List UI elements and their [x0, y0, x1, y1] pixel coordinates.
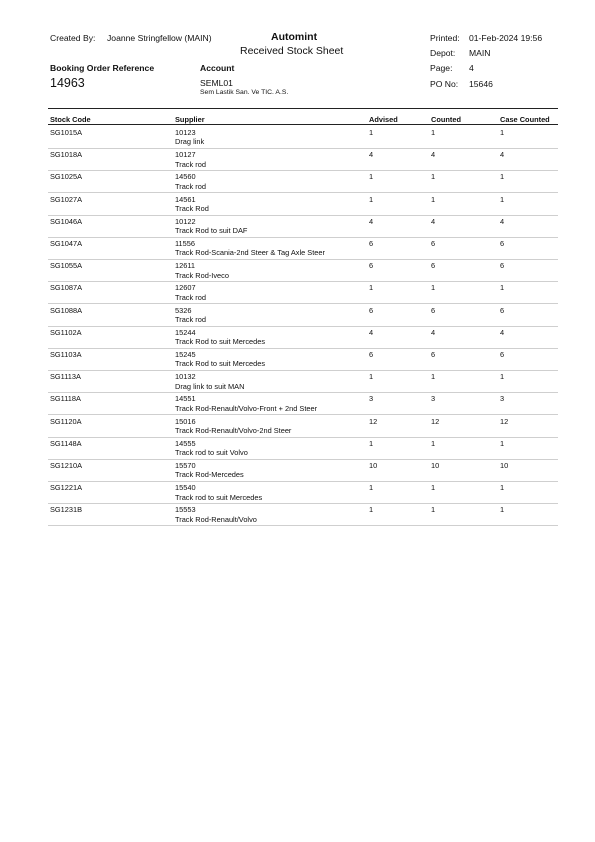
- account-label: Account: [200, 63, 235, 73]
- page-value: 4: [469, 63, 474, 73]
- booking-ref-value: 14963: [50, 76, 85, 90]
- col-advised: Advised: [369, 115, 398, 124]
- counted-cell: 1: [431, 505, 436, 515]
- row-divider: [48, 148, 558, 149]
- description-cell: Track Rod-Mercedes: [175, 470, 244, 480]
- sheet-title: Received Stock Sheet: [240, 45, 344, 57]
- supplier-code-cell: 12611: [175, 261, 196, 271]
- depot-label: Depot:: [430, 48, 456, 58]
- supplier-code-cell: 15570: [175, 461, 196, 470]
- stock-code-cell: SG1046A: [50, 216, 83, 226]
- po-label: PO No:: [430, 79, 459, 89]
- row-divider: [48, 481, 558, 482]
- case-counted-cell: 6: [500, 239, 505, 248]
- description-cell: Drag link to suit MAN: [175, 381, 245, 391]
- stock-code-cell: SG1113A: [50, 372, 81, 382]
- description-cell: Drag link: [175, 137, 205, 147]
- description-cell: Track Rod-Renault/Volvo: [175, 514, 257, 524]
- advised-cell: 1: [369, 172, 374, 182]
- row-divider: [48, 259, 558, 260]
- counted-cell: 10: [431, 461, 440, 470]
- stock-code-cell: SG1120A: [50, 416, 82, 426]
- counted-cell: 1: [431, 372, 436, 382]
- table-row: [0, 461, 595, 483]
- description-cell: Track Rod: [175, 203, 209, 213]
- col-stock-code: Stock Code: [50, 115, 91, 124]
- case-counted-cell: 4: [500, 327, 505, 337]
- advised-cell: 1: [369, 438, 374, 448]
- case-counted-cell: 1: [500, 283, 505, 293]
- stock-code-cell: SG1087A: [50, 283, 83, 293]
- created-by-label: Created By:: [50, 33, 96, 43]
- supplier-code-cell: 14555: [175, 438, 196, 448]
- table-row: [0, 195, 595, 217]
- table-row: [0, 172, 595, 194]
- table-row: [0, 328, 595, 350]
- supplier-code-cell: 15540: [175, 483, 196, 493]
- case-counted-cell: 1: [500, 172, 505, 182]
- row-divider: [48, 303, 558, 304]
- counted-cell: 12: [431, 416, 440, 426]
- description-cell: Track Rod to suit Mercedes: [175, 359, 266, 369]
- printed-label: Printed:: [430, 33, 460, 43]
- created-by-value: Joanne Stringfellow (MAIN): [107, 33, 212, 43]
- case-counted-cell: 4: [500, 216, 505, 226]
- stock-code-cell: SG1221A: [50, 483, 83, 493]
- table-row: [0, 417, 595, 439]
- row-divider: [48, 215, 558, 216]
- counted-cell: 1: [431, 194, 436, 204]
- supplier-code-cell: 14560: [175, 172, 196, 182]
- description-cell: Track rod: [175, 292, 206, 302]
- table-row: [0, 261, 595, 283]
- case-counted-cell: 1: [500, 505, 505, 515]
- case-counted-cell: 3: [500, 394, 505, 404]
- supplier-code-cell: 15244: [175, 327, 196, 337]
- row-divider: [48, 392, 558, 393]
- page-label: Page:: [430, 63, 453, 73]
- supplier-code-cell: 14551: [175, 394, 196, 404]
- col-case-counted: Case Counted: [500, 115, 550, 124]
- supplier-code-cell: 10127: [175, 150, 196, 160]
- counted-cell: 1: [431, 438, 436, 448]
- row-divider: [48, 281, 558, 282]
- advised-cell: 4: [369, 150, 374, 160]
- advised-cell: 4: [369, 327, 374, 337]
- stock-code-cell: SG1015A: [50, 128, 83, 137]
- stock-code-cell: SG1103A: [50, 350, 82, 359]
- description-cell: Track Rod to suit DAF: [175, 226, 248, 236]
- advised-cell: 1: [369, 483, 374, 493]
- supplier-code-cell: 15245: [175, 350, 196, 359]
- table-row: [0, 239, 595, 261]
- row-divider: [48, 170, 558, 171]
- counted-cell: 4: [431, 327, 436, 337]
- description-cell: Track rod to suit Volvo: [175, 448, 248, 458]
- counted-cell: 1: [431, 283, 436, 293]
- advised-cell: 1: [369, 128, 374, 137]
- supplier-code-cell: 15553: [175, 505, 196, 515]
- stock-code-cell: SG1088A: [50, 305, 83, 315]
- po-value: 15646: [469, 79, 493, 89]
- account-name: Sem Lastik San. Ve TIC. A.S.: [200, 89, 289, 96]
- table-row: [0, 483, 595, 505]
- table-header-divider: [48, 124, 558, 125]
- case-counted-cell: 6: [500, 261, 505, 271]
- supplier-code-cell: 15016: [175, 416, 196, 426]
- advised-cell: 6: [369, 261, 374, 271]
- stock-code-cell: SG1025A: [50, 172, 83, 182]
- stock-code-cell: SG1118A: [50, 394, 81, 404]
- row-divider: [48, 414, 558, 415]
- case-counted-cell: 10: [500, 461, 509, 470]
- supplier-code-cell: 10132: [175, 372, 196, 382]
- depot-value: MAIN: [469, 48, 491, 58]
- advised-cell: 4: [369, 216, 374, 226]
- case-counted-cell: 1: [500, 438, 505, 448]
- stock-code-cell: SG1102A: [50, 327, 82, 337]
- advised-cell: 1: [369, 194, 374, 204]
- row-divider: [48, 437, 558, 438]
- row-divider: [48, 370, 558, 371]
- row-divider: [48, 503, 558, 504]
- counted-cell: 1: [431, 128, 436, 137]
- row-divider: [48, 459, 558, 460]
- supplier-code-cell: 10122: [175, 216, 196, 226]
- table-row: [0, 394, 595, 416]
- supplier-code-cell: 12607: [175, 283, 196, 293]
- counted-cell: 6: [431, 350, 436, 359]
- table-row: [0, 306, 595, 328]
- supplier-code-cell: 10123: [175, 128, 196, 137]
- description-cell: Track rod: [175, 181, 206, 191]
- description-cell: Track rod: [175, 159, 206, 169]
- counted-cell: 4: [431, 216, 436, 226]
- header-divider: [48, 108, 558, 109]
- counted-cell: 1: [431, 172, 436, 182]
- case-counted-cell: 1: [500, 372, 505, 382]
- advised-cell: 12: [369, 416, 378, 426]
- advised-cell: 3: [369, 394, 374, 404]
- supplier-code-cell: 14561: [175, 194, 196, 204]
- case-counted-cell: 1: [500, 128, 505, 137]
- advised-cell: 6: [369, 350, 374, 359]
- col-counted: Counted: [431, 115, 461, 124]
- table-row: [0, 217, 595, 239]
- case-counted-cell: 4: [500, 150, 505, 160]
- description-cell: Track rod to suit Mercedes: [175, 492, 263, 502]
- description-cell: Track Rod to suit Mercedes: [175, 337, 266, 347]
- case-counted-cell: 1: [500, 194, 505, 204]
- case-counted-cell: 12: [500, 416, 509, 426]
- row-divider: [48, 237, 558, 238]
- advised-cell: 1: [369, 283, 374, 293]
- counted-cell: 6: [431, 239, 436, 248]
- advised-cell: 1: [369, 505, 374, 515]
- row-divider: [48, 525, 558, 526]
- counted-cell: 6: [431, 305, 436, 315]
- table-row: [0, 150, 595, 172]
- case-counted-cell: 6: [500, 350, 505, 359]
- description-cell: Track Rod-Renault/Volvo-Front + 2nd Steer: [175, 403, 318, 413]
- supplier-code-cell: 5326: [175, 305, 192, 315]
- description-cell: Track Rod-Renault/Volvo-2nd Steer: [175, 425, 292, 435]
- table-row: [0, 283, 595, 305]
- booking-ref-label: Booking Order Reference: [50, 63, 155, 73]
- row-divider: [48, 348, 558, 349]
- table-row: [0, 439, 595, 461]
- col-supplier: Supplier: [175, 115, 205, 124]
- row-divider: [48, 192, 558, 193]
- stock-code-cell: SG1018A: [50, 150, 83, 160]
- advised-cell: 6: [369, 239, 374, 248]
- case-counted-cell: 1: [500, 483, 505, 493]
- printed-value: 01-Feb-2024 19:56: [469, 33, 543, 43]
- advised-cell: 10: [369, 461, 378, 470]
- table-row: [0, 350, 595, 372]
- advised-cell: 6: [369, 305, 374, 315]
- counted-cell: 3: [431, 394, 436, 404]
- description-cell: Track Rod-Scania-2nd Steer & Tag Axle Steer: [175, 248, 325, 258]
- row-divider: [48, 326, 558, 327]
- table-row: [0, 505, 595, 527]
- advised-cell: 1: [369, 372, 374, 382]
- stock-code-cell: SG1210A: [50, 461, 83, 470]
- case-counted-cell: 6: [500, 305, 505, 315]
- stock-code-cell: SG1055A: [50, 261, 83, 271]
- stock-code-cell: SG1027A: [50, 194, 83, 204]
- counted-cell: 6: [431, 261, 436, 271]
- table-row: [0, 128, 595, 150]
- counted-cell: 1: [431, 483, 436, 493]
- description-cell: Track rod: [175, 314, 206, 324]
- description-cell: Track Rod-Iveco: [175, 270, 229, 280]
- stock-code-cell: SG1047A: [50, 239, 83, 248]
- stock-code-cell: SG1231B: [50, 505, 83, 515]
- supplier-code-cell: 11556: [175, 239, 196, 248]
- table-row: [0, 372, 595, 394]
- counted-cell: 4: [431, 150, 436, 160]
- stock-code-cell: SG1148A: [50, 438, 82, 448]
- account-code: SEML01: [200, 78, 233, 88]
- company-name: Automint: [271, 31, 318, 43]
